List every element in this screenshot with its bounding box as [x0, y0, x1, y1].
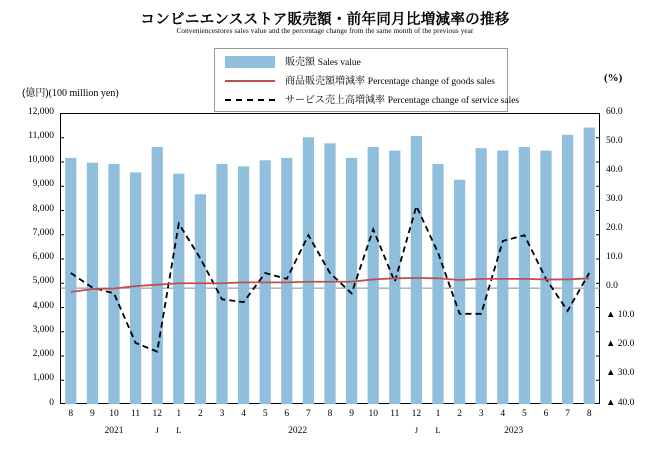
y-axis-tick-left: 4,000 [32, 300, 54, 311]
y-axis-tick-left: 12,000 [27, 106, 54, 117]
bar-11 [389, 151, 400, 404]
bar-8 [584, 128, 595, 404]
x-axis-tick: 1 [435, 409, 441, 419]
y-axis-tick-right: 20.0 [606, 222, 623, 233]
bar-7 [303, 137, 314, 404]
bar-4 [238, 166, 249, 404]
y-axis-tick-left: 3,000 [32, 324, 54, 335]
x-axis-tick: 12 [411, 409, 422, 419]
y-axis-tick-left: 5,000 [32, 276, 54, 287]
y-axis-tick-left: 0 [49, 397, 54, 408]
y-axis-tick-left: 8,000 [32, 203, 54, 214]
bar-12 [411, 136, 422, 404]
right-axis-unit: (%) [604, 72, 623, 84]
x-axis-tick: 9 [349, 409, 354, 419]
bar-4 [497, 151, 508, 404]
x-axis-tick: 7 [306, 409, 311, 419]
y-axis-tick-left: 2,000 [32, 349, 54, 359]
page-subtitle: Conveniencestores sales value and the percentage change from the same month of the previous year [176, 27, 474, 35]
x-axis-tick: 10 [109, 409, 119, 419]
x-axis-tick: 3 [219, 409, 225, 419]
y-axis-tick-left: 9,000 [32, 179, 54, 190]
bar-9 [87, 163, 98, 404]
x-axis-tick: 9 [90, 409, 95, 419]
y-axis-tick-right: ▲ 20.0 [606, 339, 635, 350]
bar-7 [562, 135, 573, 404]
x-axis-tick: 11 [390, 409, 400, 419]
x-axis-tick: 10 [368, 409, 378, 419]
x-axis-year-label: 2023 [504, 426, 524, 436]
legend-label-jp-2: サービス売上高増減率 [285, 95, 385, 106]
y-axis-tick-left: 11,000 [28, 130, 54, 141]
chart-legend [214, 48, 520, 112]
x-axis-tick: 3 [478, 409, 484, 419]
x-axis-tick: 4 [500, 409, 506, 419]
y-axis-tick-right: 50.0 [606, 135, 623, 146]
legend-label-jp-1: 商品販売額増減率 [285, 76, 365, 87]
legend-swatch-bar-icon [225, 56, 275, 68]
bar-1 [173, 174, 184, 404]
y-axis-tick-left: 1,000 [32, 373, 54, 384]
y-axis-tick-right: ▲ 30.0 [606, 368, 635, 379]
legend-label-en-2: Percentage change of service sales [387, 96, 520, 106]
x-axis-tick: 6 [284, 409, 290, 419]
legend-item-service-sales-change [215, 90, 520, 108]
legend-label-en-0: Sales value [317, 58, 361, 68]
bar-8 [65, 158, 76, 404]
y-axis-tick-left: 10,000 [27, 155, 54, 165]
x-axis-year-label: 2021 [104, 426, 124, 436]
bar-10 [368, 147, 379, 404]
x-axis-tick: 12 [152, 409, 162, 419]
x-axis-tick: 11 [131, 409, 141, 419]
x-axis-month-mark: L [176, 425, 182, 435]
bar-6 [281, 158, 292, 404]
chart-plot-area [60, 113, 600, 404]
y-axis-tick-right: 30.0 [606, 193, 623, 204]
x-axis-year-label: 2022 [288, 426, 308, 436]
y-axis-tick-right: 40.0 [606, 164, 623, 175]
legend-item-sales-value [215, 52, 507, 70]
x-axis-month-mark: J [414, 425, 419, 435]
bar-12 [152, 147, 163, 404]
x-axis-tick: 4 [241, 409, 246, 419]
legend-item-goods-sales-change [215, 71, 507, 89]
x-axis-tick: 5 [522, 409, 527, 419]
page-title: コンビニエンスストア販売額・前年同月比増減率の推移 [140, 12, 510, 28]
legend-swatch-line-icon [225, 80, 275, 82]
legend-label-jp-0: 販売額 [285, 57, 315, 68]
bar-11 [130, 172, 141, 404]
bar-3 [476, 148, 487, 404]
y-axis-tick-left: 7,000 [32, 227, 54, 238]
left-axis-unit: (億円)(100 million yen) [22, 88, 119, 99]
x-axis-tick: 8 [327, 409, 333, 419]
y-axis-tick-right: ▲ 10.0 [606, 310, 635, 321]
x-axis-tick: 2 [457, 409, 462, 419]
legend-label-en-1: Percentage change of goods sales [367, 77, 495, 87]
x-axis-tick: 8 [586, 409, 592, 419]
bar-1 [432, 164, 443, 404]
y-axis-tick-right: 0.0 [606, 281, 618, 292]
x-axis-tick: 7 [565, 409, 570, 419]
bar-5 [519, 147, 530, 404]
x-axis-tick: 6 [543, 409, 549, 419]
legend-swatch-dashed-line-icon [225, 99, 275, 101]
x-axis-month-mark: J [155, 425, 159, 435]
bar-10 [108, 164, 119, 404]
y-axis-tick-left: 6,000 [32, 252, 54, 262]
bar-2 [195, 194, 206, 404]
x-axis-tick: 5 [262, 409, 268, 419]
y-axis-tick-right: 60.0 [606, 106, 623, 117]
x-axis-month-mark: L [435, 425, 441, 435]
y-axis-tick-right: 10.0 [606, 252, 623, 262]
x-axis-tick: 1 [176, 409, 182, 419]
x-axis-tick: 2 [198, 409, 203, 419]
bar-2 [454, 180, 465, 404]
x-axis-tick: 8 [68, 409, 74, 419]
y-axis-tick-right: ▲ 40.0 [606, 397, 635, 408]
